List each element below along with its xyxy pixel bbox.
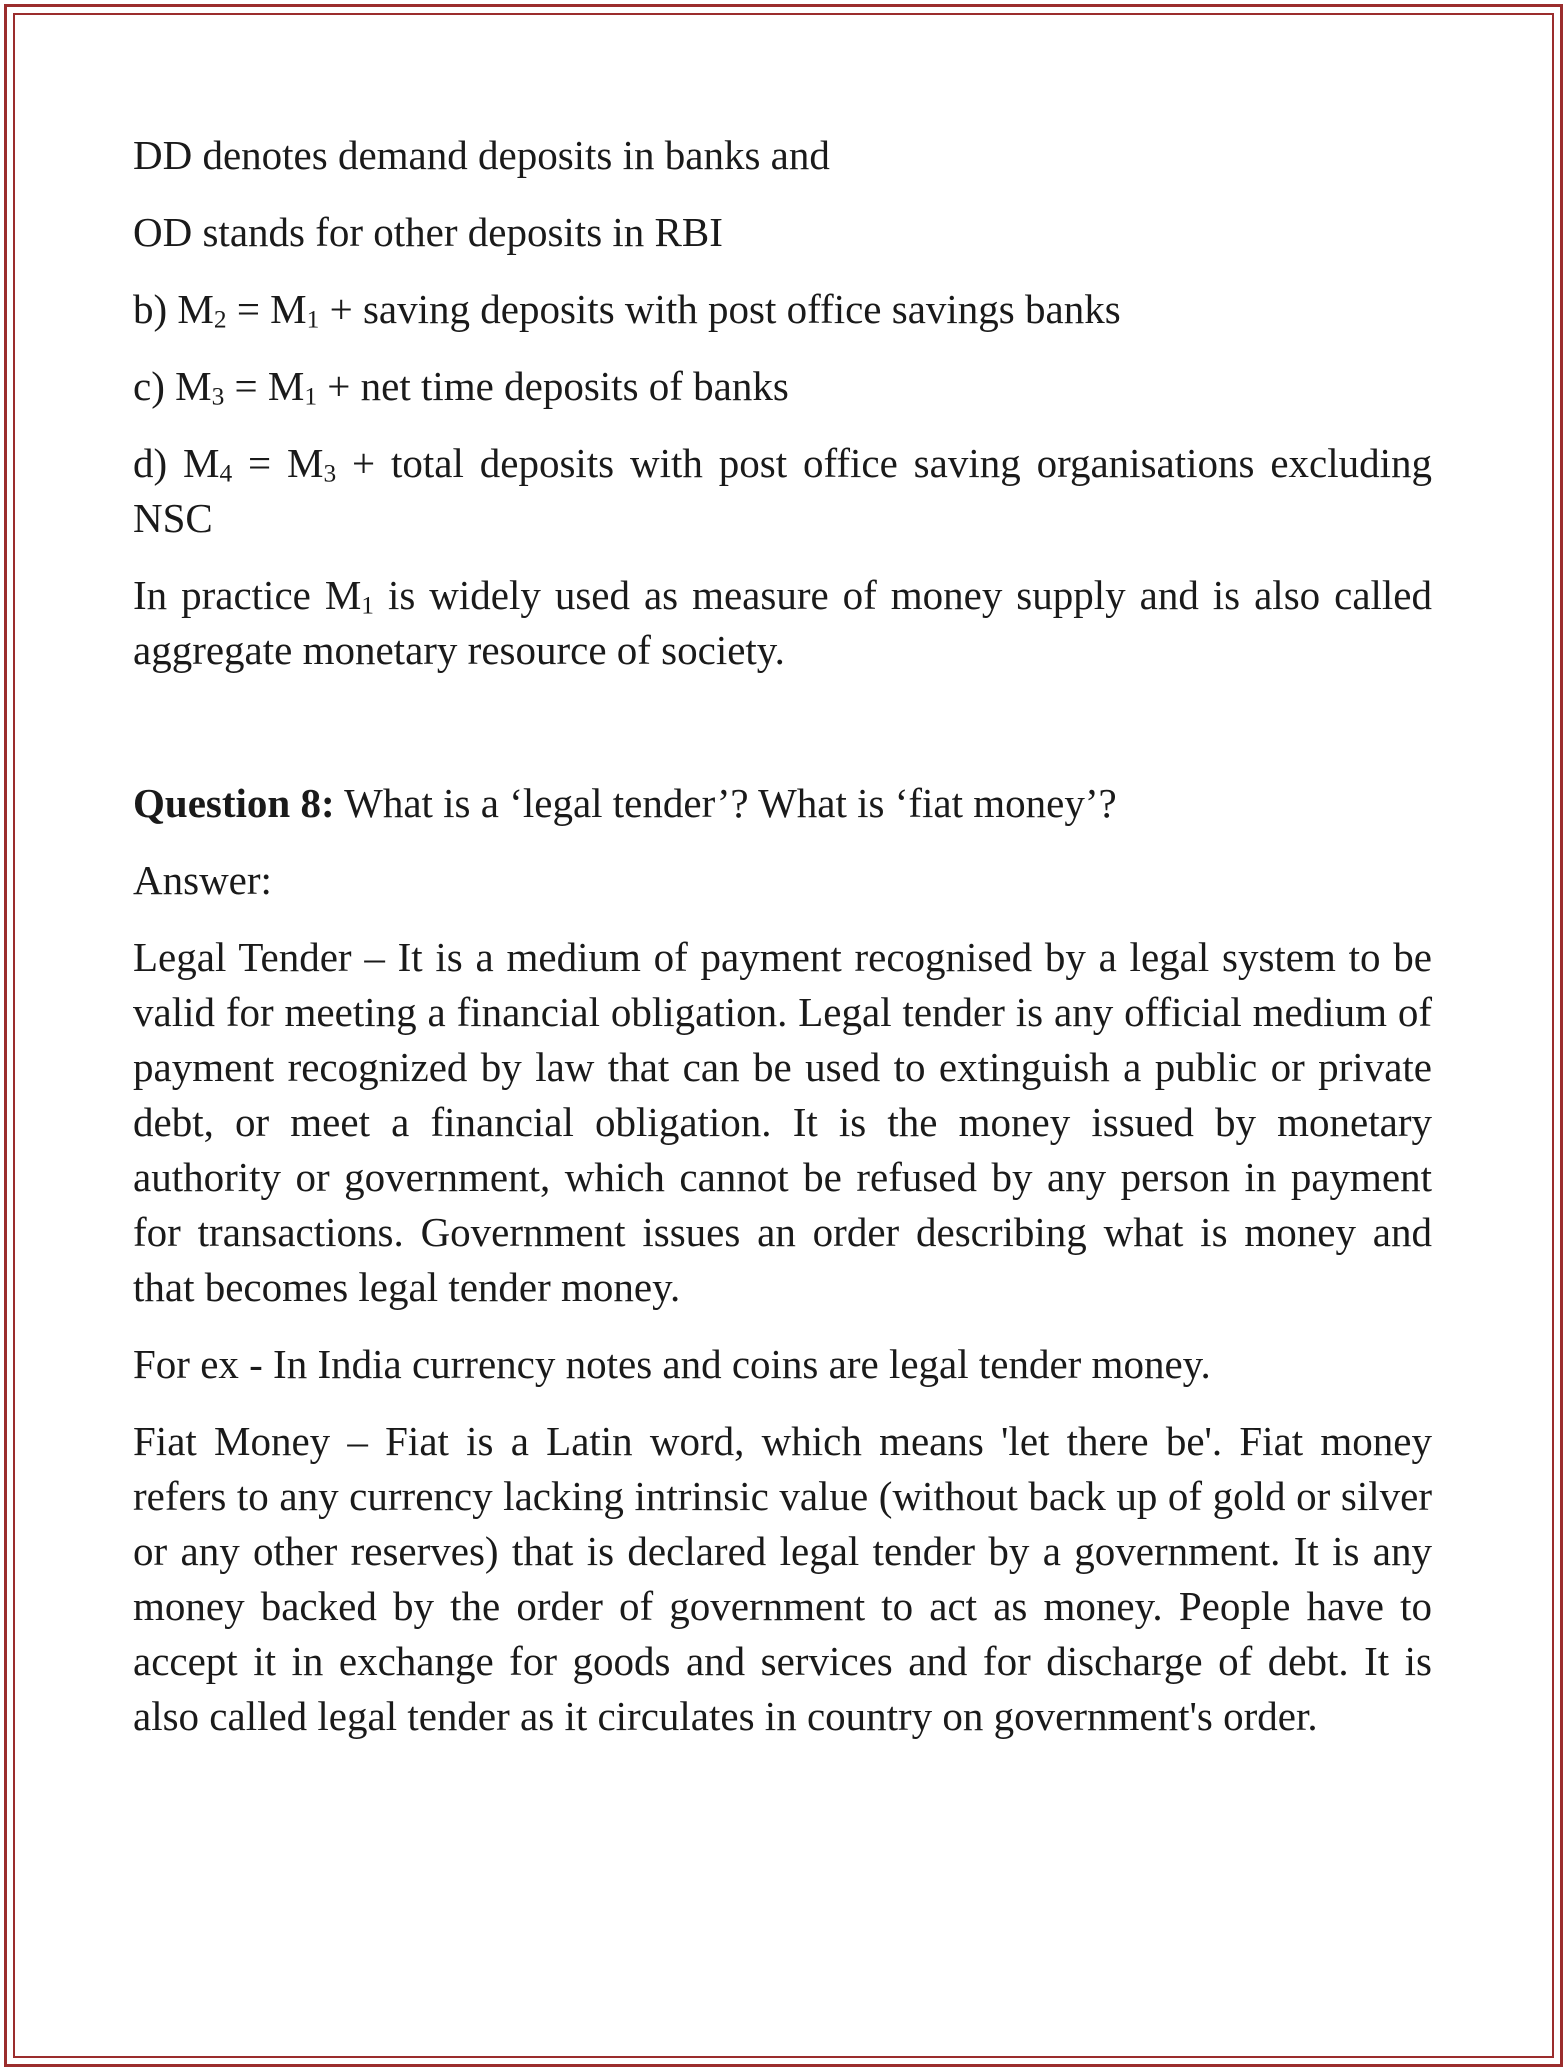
m1-subscript: 1	[306, 305, 320, 334]
m1-subscript: 1	[361, 591, 374, 620]
m3-definition	[133, 359, 1432, 414]
question-text: What is a ‘legal tender’? What is ‘fiat money’?	[334, 780, 1117, 826]
m2-definition	[133, 282, 1432, 337]
m4-definition	[133, 436, 1432, 546]
answer-label: Answer:	[133, 857, 272, 903]
m4-rest: + total deposits with post office saving organisations excluding NSC	[133, 440, 1432, 541]
m2-subscript: 2	[213, 305, 227, 334]
dd-definition: DD denotes demand deposits in banks and	[133, 132, 830, 178]
legal-tender-paragraph: Legal Tender – It is a medium of payment recognised by a legal system to be valid for meeting a financial obligation. Legal tender is any official medium of payment recognized by law that can be used to extinguish a public or private debt, or meet a financial obligation. It is the money issued by monetary authority or government, which cannot be refused by any person in payment for transactions. Government issues an order describing what is money and that becomes legal tender money.	[133, 934, 1432, 1310]
m3-subscript: 3	[323, 459, 337, 488]
m2-rest: + saving deposits with post office savings banks	[319, 286, 1121, 332]
m3-subscript: 3	[211, 382, 225, 411]
m2-prefix: b) M	[133, 286, 214, 332]
question-heading	[133, 776, 1432, 831]
od-definition: OD stands for other deposits in RBI	[133, 209, 723, 255]
document-body	[133, 128, 1432, 1766]
practice-rest: is widely used as measure of money supply and is also called aggregate monetary resource of society.	[133, 572, 1432, 673]
m3-rest: + net time deposits of banks	[317, 363, 789, 409]
m2-equals: = M	[226, 286, 307, 332]
m1-subscript: 1	[304, 382, 318, 411]
m3-prefix: c) M	[133, 363, 212, 409]
m4-subscript: 4	[219, 459, 233, 488]
practice-note	[133, 568, 1432, 678]
m4-prefix: d) M	[133, 440, 220, 486]
m4-equals: = M	[232, 440, 324, 486]
section-spacer	[133, 700, 1432, 776]
question-label: Question 8:	[133, 780, 335, 826]
practice-prefix: In practice M	[133, 572, 362, 618]
m3-equals: = M	[224, 363, 305, 409]
example-line: For ex - In India currency notes and coins are legal tender money.	[133, 1341, 1211, 1387]
fiat-money-paragraph: Fiat Money – Fiat is a Latin word, which means 'let there be'. Fiat money refers to any currency lacking intrinsic value (without back up of gold or silver or any other reserves) that is declared legal tender by a government. It is any money backed by the order of government to act as money. People have to accept it in exchange for goods and services and for discharge of debt. It is also called legal tender as it circulates in country on government's order.	[133, 1418, 1432, 1739]
